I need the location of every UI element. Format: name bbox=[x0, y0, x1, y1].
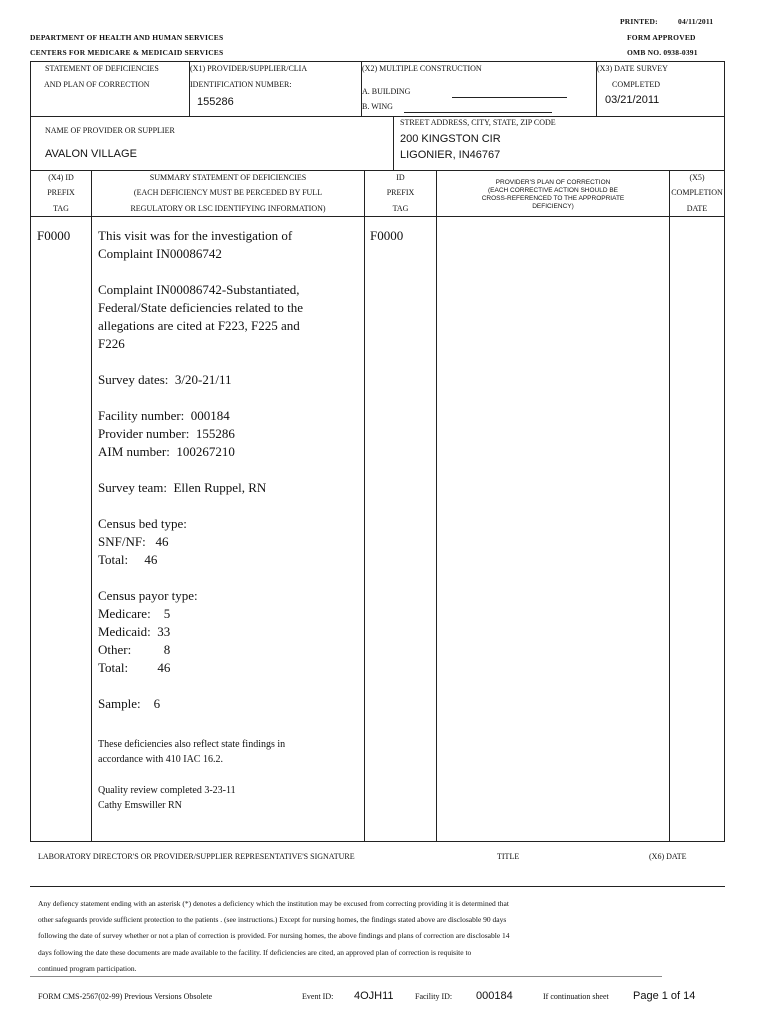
statement-line bbox=[98, 497, 303, 515]
plan-subheader-2: CROSS-REFERENCED TO THE APPROPRIATE bbox=[481, 195, 625, 202]
statement-line: Sample: 6 bbox=[98, 696, 161, 711]
statement-line: Medicare: 5 bbox=[98, 606, 171, 621]
address-city: LIGONIER, IN46767 bbox=[400, 149, 501, 161]
address-label: STREET ADDRESS, CITY, STATE, ZIP CODE bbox=[400, 118, 556, 127]
signature-divider bbox=[30, 886, 725, 887]
footnote bbox=[38, 896, 510, 977]
x5-header: (X5) bbox=[689, 173, 705, 182]
page-number: Page 1 of 14 bbox=[633, 990, 696, 1002]
summary-subheader: (EACH DEFICIENCY MUST BE PERCEDED BY FULL bbox=[133, 188, 323, 197]
footnote-line: days following the date these documents are made available to the facility. If deficiencies are cited, an approved plan of correction is requisite to bbox=[38, 947, 472, 957]
event-id-label: Event ID: bbox=[302, 992, 334, 1001]
footnote-divider bbox=[30, 976, 662, 977]
facility-id-label: Facility ID: bbox=[415, 992, 453, 1001]
statement-line: Census payor type: bbox=[98, 588, 198, 603]
quality-review-line: Quality review completed 3-23-11 bbox=[98, 785, 236, 796]
statement-line: Survey dates: 3/20-21/11 bbox=[98, 372, 232, 387]
continuation-label: If continuation sheet bbox=[543, 992, 609, 1001]
statement-line: F226 bbox=[98, 336, 125, 351]
building-label: A. BUILDING bbox=[362, 87, 411, 96]
title-label: TITLE bbox=[497, 852, 520, 861]
tag-prefix-right: F0000 bbox=[370, 228, 404, 243]
statement-line bbox=[98, 389, 303, 407]
address-street: 200 KINGSTON CIR bbox=[400, 133, 501, 145]
signature-label: LABORATORY DIRECTOR'S OR PROVIDER/SUPPLIER REPRESENTATIVE'S SIGNATURE bbox=[38, 852, 355, 861]
x3-completed-label: COMPLETED bbox=[612, 80, 660, 89]
wing-label: B. WING bbox=[362, 102, 393, 111]
survey-date-value: 03/21/2011 bbox=[605, 94, 660, 106]
provider-id-value: 155286 bbox=[197, 96, 234, 108]
statement-line bbox=[98, 461, 303, 479]
statement-line: Facility number: 000184 bbox=[98, 408, 230, 423]
statement-line: Survey team: Ellen Ruppel, RN bbox=[98, 480, 267, 495]
grid-line bbox=[30, 170, 725, 171]
x1-label: (X1) PROVIDER/SUPPLIER/CLIA bbox=[190, 64, 308, 73]
statement-line: Total: 46 bbox=[98, 660, 171, 675]
statement-label: STATEMENT OF DEFICIENCIES bbox=[45, 64, 159, 73]
state-findings-line-1: These deficiencies also reflect state findings in bbox=[98, 739, 286, 750]
statement-line: Medicaid: 33 bbox=[98, 624, 171, 639]
plan-header: PROVIDER'S PLAN OF CORRECTION bbox=[495, 179, 611, 186]
grid-line bbox=[30, 61, 725, 62]
plan-label: AND PLAN OF CORRECTION bbox=[44, 80, 150, 89]
statement-line: Complaint IN00086742 bbox=[98, 246, 222, 261]
grid-line bbox=[30, 216, 725, 217]
x4-id-header: (X4) ID bbox=[48, 173, 74, 182]
id-prefix-header: PREFIX bbox=[386, 188, 415, 197]
date-header: DATE bbox=[686, 204, 708, 213]
deficiency-statement bbox=[98, 227, 303, 713]
department-title: DEPARTMENT OF HEALTH AND HUMAN SERVICES bbox=[30, 33, 224, 42]
plan-subheader: (EACH CORRECTIVE ACTION SHOULD BE bbox=[487, 187, 619, 194]
centers-title: CENTERS FOR MEDICARE & MEDICAID SERVICES bbox=[30, 48, 224, 57]
statement-line bbox=[98, 263, 303, 281]
reviewer-name: Cathy Emswiller RN bbox=[98, 800, 182, 811]
statement-line: AIM number: 100267210 bbox=[98, 444, 235, 459]
statement-line: This visit was for the investigation of bbox=[98, 228, 293, 243]
x4-prefix-header: PREFIX bbox=[47, 188, 75, 197]
statement-line: Other: 8 bbox=[98, 642, 171, 657]
provider-name-value: AVALON VILLAGE bbox=[45, 148, 137, 160]
statement-line bbox=[98, 353, 303, 371]
statement-line: SNF/NF: 46 bbox=[98, 534, 169, 549]
statement-line: allegations are cited at F223, F225 and bbox=[98, 318, 300, 333]
id-header: ID bbox=[396, 173, 405, 182]
x2-label: (X2) MULTIPLE CONSTRUCTION bbox=[362, 64, 482, 73]
summary-subheader-2: REGULATORY OR LSC IDENTIFYING INFORMATION) bbox=[130, 204, 326, 213]
id-tag-header: TAG bbox=[392, 204, 409, 213]
grid-line bbox=[30, 841, 725, 842]
statement-line: Provider number: 155286 bbox=[98, 426, 235, 441]
printed-label: PRINTED: bbox=[620, 17, 658, 26]
x4-tag-header: TAG bbox=[53, 204, 69, 213]
provider-name-label: NAME OF PROVIDER OR SUPPLIER bbox=[45, 126, 175, 135]
statement-line: Complaint IN00086742-Substantiated, bbox=[98, 282, 300, 297]
completion-header: COMPLETION bbox=[671, 188, 723, 197]
event-id-value: 4OJH11 bbox=[354, 990, 394, 1002]
statement-line: Census bed type: bbox=[98, 516, 187, 531]
grid-line bbox=[669, 170, 670, 841]
x1-id-label: IDENTIFICATION NUMBER: bbox=[190, 80, 292, 89]
footnote-line: continued program participation. bbox=[38, 963, 137, 973]
statement-line: Federal/State deficiencies related to the bbox=[98, 300, 304, 315]
statement-line: Total: 46 bbox=[98, 552, 158, 567]
wing-underline bbox=[404, 112, 552, 113]
plan-subheader-3: DEFICIENCY) bbox=[532, 203, 574, 210]
facility-id-value: 000184 bbox=[476, 990, 513, 1002]
footnote-line: other safeguards provide sufficient protection to the patients . (see instructions.) Except for nursing homes, the findings stated above are disclosable 90 days bbox=[38, 915, 507, 925]
statement-line bbox=[98, 677, 303, 695]
form-number: FORM CMS-2567(02-99) Previous Versions Obsolete bbox=[38, 992, 213, 1001]
grid-line bbox=[91, 170, 92, 841]
tag-prefix-left: F0000 bbox=[37, 228, 71, 243]
grid-line bbox=[724, 61, 725, 841]
building-underline bbox=[452, 97, 567, 98]
omb-number: OMB NO. 0938-0391 bbox=[627, 48, 698, 57]
grid-line bbox=[364, 170, 365, 841]
printed-date: 04/11/2011 bbox=[678, 17, 714, 26]
state-findings-line-2: accordance with 410 IAC 16.2. bbox=[98, 754, 223, 765]
form-approved: FORM APPROVED bbox=[627, 33, 696, 42]
footnote-line: following the date of survey whether or not a plan of correction is provided. For nursing homes, the above findings and plans of correction are disclosable 14 bbox=[38, 931, 510, 941]
x6-date-label: (X6) DATE bbox=[649, 852, 687, 861]
statement-line bbox=[98, 569, 303, 587]
footnote-line: Any defiency statement ending with an asterisk (*) denotes a deficiency which the institution may be excused from correcting providing it is determined that bbox=[38, 899, 509, 908]
grid-line bbox=[30, 116, 725, 117]
grid-line bbox=[436, 170, 437, 841]
x3-label: (X3) DATE SURVEY bbox=[597, 64, 668, 73]
summary-header: SUMMARY STATEMENT OF DEFICIENCIES bbox=[149, 173, 307, 182]
grid-line bbox=[393, 116, 394, 170]
